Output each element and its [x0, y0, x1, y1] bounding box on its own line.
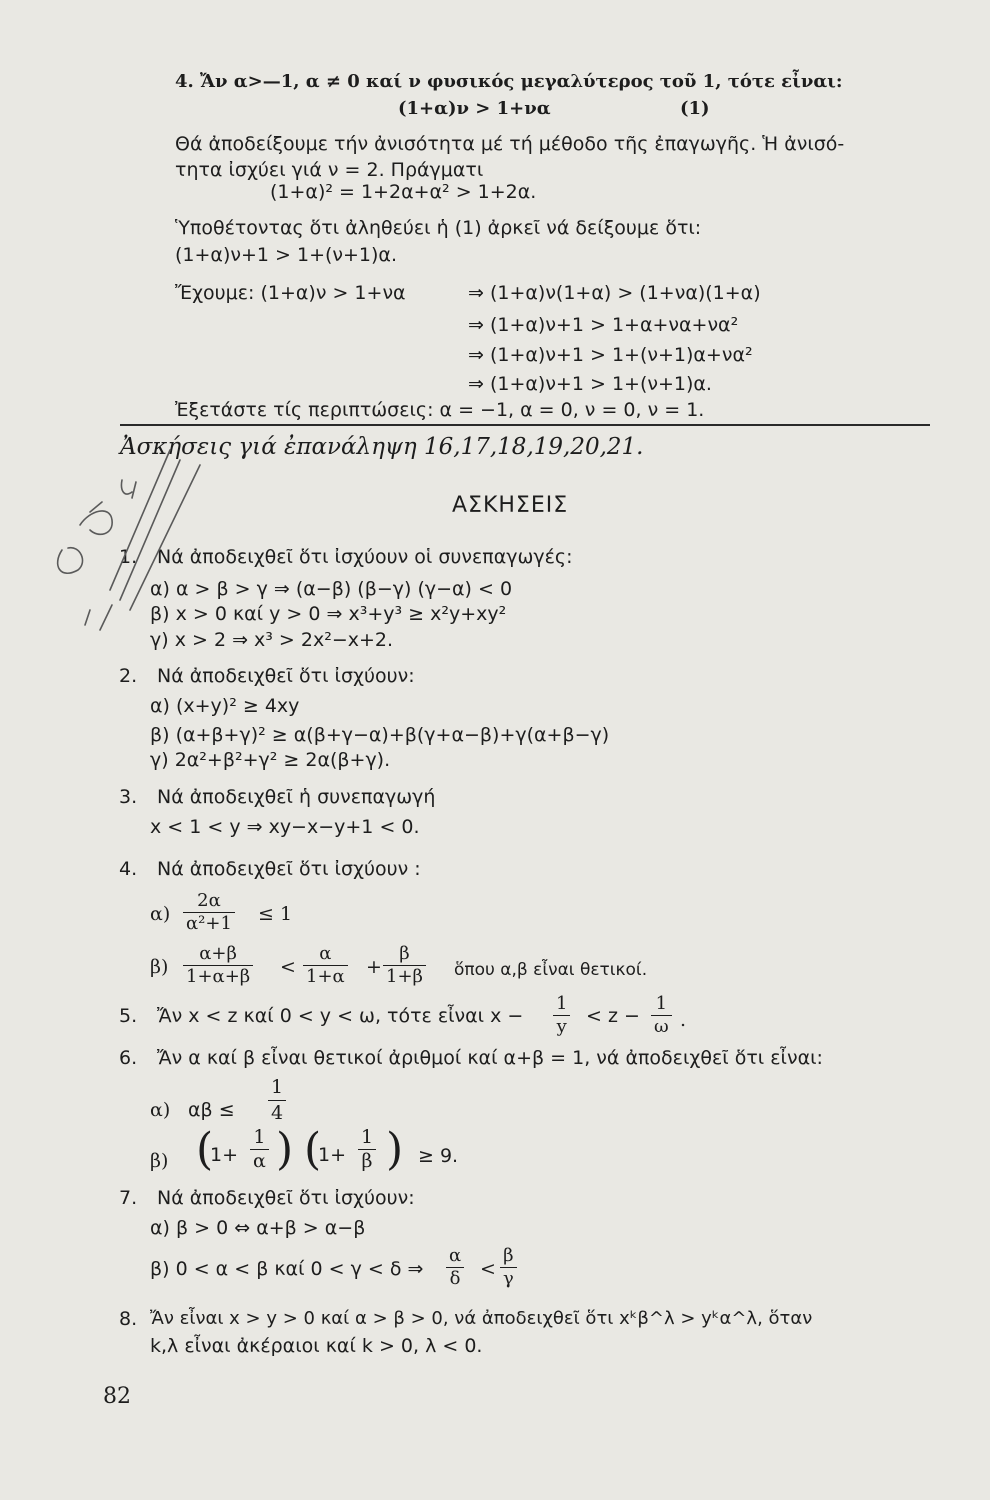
- exercise-5-fraction-1: [553, 993, 570, 1038]
- exercise-4-number: 4.: [119, 858, 138, 880]
- fraction-numerator: β: [500, 1245, 517, 1268]
- exercise-4-text: Νά ἀποδειχθεῖ ὅτι ἰσχύουν :: [157, 858, 421, 880]
- exercise-6-text: Ἄν α καί β εἶναι θετικοί ἀριθμοί καί α+β = 1, νά ἀποδειχθεῖ ὅτι εἶναι:: [157, 1047, 823, 1069]
- exercise-3-text: Νά ἀποδειχθεῖ ἡ συνεπαγωγή: [157, 786, 436, 808]
- exercise-4-b-fraction-3: [383, 943, 426, 988]
- exercise-7-text: Νά ἀποδειχθεῖ ὅτι ἰσχύουν:: [157, 1187, 415, 1209]
- fraction-numerator: α+β: [183, 943, 253, 966]
- prev-text-line: Ἔχουμε: (1+α)ν > 1+να: [175, 282, 406, 304]
- exercise-6-b-fraction-1: [250, 1126, 269, 1173]
- prev-text-line: ⇒ (1+α)ν+1 > 1+α+να+να²: [468, 314, 739, 336]
- review-exercises-line: Ἀσκήσεις γιά ἐπανάληψη 16,17,18,19,20,21.: [120, 434, 644, 460]
- handwritten-marks-icon: [50, 440, 230, 640]
- section-title: ΑΣΚΗΣΕΙΣ: [452, 493, 569, 518]
- fraction-denominator: γ: [503, 1268, 514, 1289]
- fraction-denominator: δ: [449, 1268, 461, 1289]
- fraction-denominator: 4: [271, 1102, 284, 1124]
- prev-text-line: Ἐξετάστε τίς περιπτώσεις: α = −1, α = 0, ν = 0, ν = 1.: [175, 399, 705, 421]
- exercise-4-a-label: α): [150, 903, 171, 925]
- fraction-numerator: α: [303, 943, 348, 966]
- exercise-1-text: Νά ἀποδειχθεῖ ὅτι ἰσχύουν οἱ συνεπαγωγές:: [157, 546, 573, 568]
- exercise-3-a: x < 1 < y ⇒ xy−x−y+1 < 0.: [150, 816, 420, 838]
- prev-text-line: (1+α)ν+1 > 1+(ν+1)α.: [175, 244, 397, 266]
- prev-text-line: ⇒ (1+α)ν+1 > 1+(ν+1)α.: [468, 373, 712, 395]
- exercise-6-b-fraction-2: [358, 1126, 376, 1173]
- exercise-7-b-fraction-1: [446, 1245, 464, 1290]
- exercise-4-a-rhs: ≤ 1: [258, 903, 293, 925]
- exercise-8-line-1: Ἄν εἶναι x > y > 0 καί α > β > 0, νά ἀποδειχθεῖ ὅτι xᵏβ^λ > yᵏα^λ, ὅταν: [150, 1308, 813, 1329]
- fraction-numerator: 1: [250, 1126, 269, 1150]
- right-paren-icon: ): [276, 1124, 294, 1175]
- exercise-1-number: 1.: [119, 546, 138, 568]
- left-paren-icon: (: [304, 1124, 322, 1175]
- prev-main-formula: (1+α)ν > 1+να: [398, 98, 551, 119]
- exercise-6-a-lhs: αβ ≤: [188, 1099, 235, 1121]
- fraction-denominator: y: [556, 1016, 567, 1037]
- exercise-2-text: Νά ἀποδειχθεῖ ὅτι ἰσχύουν:: [157, 665, 415, 687]
- exercise-4-b-less: <: [280, 956, 296, 978]
- fraction-numerator: α: [446, 1245, 464, 1268]
- fraction-denominator: β: [361, 1150, 373, 1172]
- prev-text-line: τητα ἰσχύει γιά ν = 2. Πράγματι: [175, 159, 484, 181]
- prev-text-line: Θά ἀποδείξουμε τήν ἀνισότητα μέ τή μέθοδο τῆς ἐπαγωγῆς. Ἡ ἀνισό-: [175, 133, 845, 155]
- fraction-numerator: 1: [651, 993, 672, 1016]
- exercise-6-number: 6.: [119, 1047, 138, 1069]
- prev-text-line: ⇒ (1+α)ν(1+α) > (1+να)(1+α): [468, 282, 761, 304]
- exercise-6-b-label: β): [150, 1150, 169, 1172]
- exercise-6-b-rhs: ≥ 9.: [418, 1145, 459, 1167]
- exercise-5-fraction-2: [651, 993, 672, 1038]
- prev-exercise-heading: 4. Ἄν α>—1, α ≠ 0 καί ν φυσικός μεγαλύτερος τοῦ 1, τότε εἶναι:: [175, 71, 843, 92]
- fraction-denominator: α: [253, 1150, 266, 1172]
- exercise-7-number: 7.: [119, 1187, 138, 1209]
- fraction-numerator: 1: [553, 993, 570, 1016]
- exercise-1-b: β) x > 0 καί y > 0 ⇒ x³+y³ ≥ x²y+xy²: [150, 603, 507, 625]
- exercise-3-number: 3.: [119, 786, 138, 808]
- exercise-2-a: α) (x+y)² ≥ 4xy: [150, 695, 300, 717]
- exercise-5-mid: < z −: [586, 1005, 640, 1027]
- prev-text-line: (1+α)² = 1+2α+α² > 1+2α.: [270, 181, 537, 203]
- fraction-numerator: 1: [268, 1075, 286, 1101]
- fraction-denominator: 1+β: [386, 966, 423, 987]
- prev-formula-tag: (1): [680, 98, 710, 119]
- exercise-6-a-fraction: [268, 1075, 286, 1126]
- exercise-6-b-one-1: 1+: [210, 1144, 239, 1166]
- page-number: 82: [103, 1384, 131, 1409]
- exercise-7-a: α) β > 0 ⇔ α+β > α−β: [150, 1217, 366, 1239]
- exercise-1-a: α) α > β > γ ⇒ (α−β) (β−γ) (γ−α) < 0: [150, 578, 513, 600]
- exercise-7-b: β) 0 < α < β καί 0 < γ < δ ⇒: [150, 1258, 424, 1280]
- exercise-6-a-label: α): [150, 1099, 171, 1121]
- fraction-denominator: α²+1: [186, 913, 232, 934]
- exercise-5-text: Ἄν x < z καί 0 < y < ω, τότε εἶναι x −: [157, 1005, 524, 1027]
- exercise-2-c: γ) 2α²+β²+γ² ≥ 2α(β+γ).: [150, 749, 391, 771]
- right-paren-icon: ): [386, 1124, 404, 1175]
- left-paren-icon: (: [196, 1124, 214, 1175]
- exercise-7-b-less: <: [480, 1258, 496, 1280]
- fraction-numerator: 2α: [183, 890, 235, 913]
- exercise-5-end: .: [680, 1009, 687, 1031]
- exercise-1-c: γ) x > 2 ⇒ x³ > 2x²−x+2.: [150, 629, 394, 651]
- exercise-8-line-2: k,λ εἶναι ἀκέραιοι καί k > 0, λ < 0.: [150, 1335, 483, 1357]
- fraction-denominator: 1+α: [306, 966, 345, 987]
- exercise-6-b-one-2: 1+: [318, 1144, 347, 1166]
- fraction-numerator: β: [383, 943, 426, 966]
- exercise-5-number: 5.: [119, 1005, 138, 1027]
- exercise-4-b-tail: ὅπου α,β εἶναι θετικοί.: [454, 960, 648, 980]
- exercise-2-number: 2.: [119, 665, 138, 687]
- fraction-numerator: 1: [358, 1126, 376, 1150]
- exercise-4-b-fraction-1: [183, 943, 253, 988]
- fraction-denominator: ω: [654, 1016, 669, 1037]
- prev-text-line: Ὑποθέτοντας ὅτι ἀληθεύει ἡ (1) ἀρκεῖ νά δείξουμε ὅτι:: [175, 217, 702, 239]
- exercise-4-b-plus: +: [366, 956, 382, 978]
- exercise-4-a-fraction: [183, 890, 235, 935]
- exercise-2-b: β) (α+β+γ)² ≥ α(β+γ−α)+β(γ+α−β)+γ(α+β−γ): [150, 724, 610, 746]
- prev-text-line: ⇒ (1+α)ν+1 > 1+(ν+1)α+να²: [468, 344, 753, 366]
- exercise-4-b-fraction-2: [303, 943, 348, 988]
- exercise-7-b-fraction-2: [500, 1245, 517, 1290]
- exercise-4-b-label: β): [150, 956, 169, 978]
- exercise-8-number: 8.: [119, 1308, 138, 1330]
- section-divider: [120, 424, 930, 426]
- fraction-denominator: 1+α+β: [186, 966, 251, 987]
